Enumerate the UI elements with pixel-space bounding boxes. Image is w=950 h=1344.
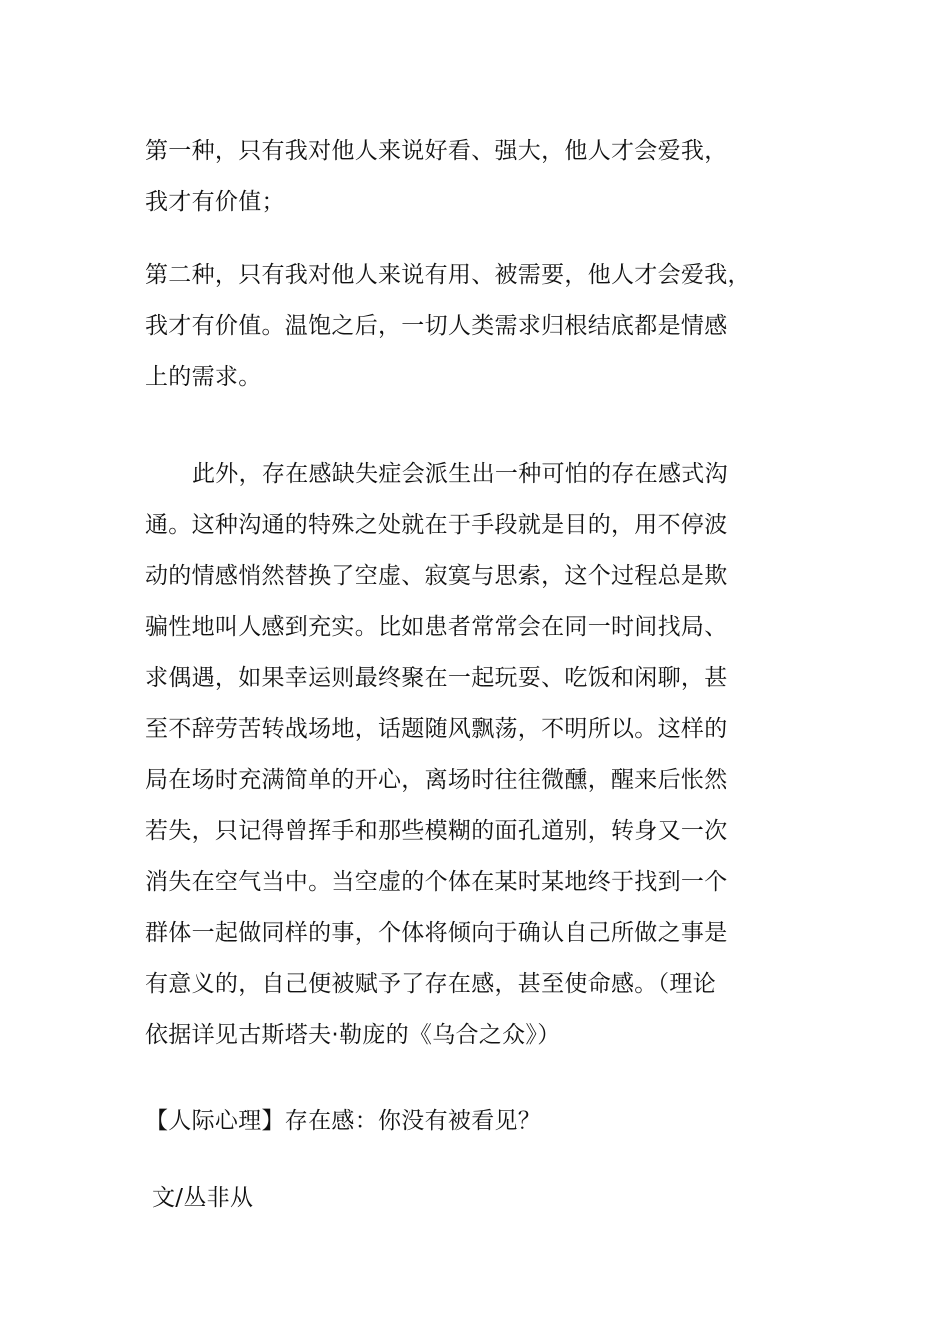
text-line: 消失在空气当中。当空虚的个体在某时某地终于找到一个: [145, 869, 728, 895]
text-line: 群体一起做同样的事，个体将倾向于确认自己所做之事是: [145, 920, 728, 946]
text-line: 我才有价值；: [145, 189, 285, 215]
paragraph-second-type: [145, 250, 795, 403]
text-line: 求偶遇，如果幸运则最终聚在一起玩耍、吃饭和闲聊，甚: [145, 665, 728, 691]
text-line: 若失，只记得曾挥手和那些模糊的面孔道别，转身又一次: [145, 818, 728, 844]
text-line: 有意义的，自己便被赋予了存在感，甚至使命感。（理论: [145, 971, 716, 997]
article-heading: 【人际心理】存在感：你没有被看见？: [145, 1108, 542, 1134]
text-line: 骗性地叫人感到充实。比如患者常常会在同一时间找局、: [145, 614, 728, 640]
text-line: 局在场时充满简单的开心，离场时往往微醺，醒来后怅然: [145, 767, 728, 793]
article-author: 文/丛非从: [152, 1185, 254, 1211]
text-line: 我才有价值。温饱之后，一切人类需求归根结底都是情感: [145, 313, 728, 339]
text-line: 至不辞劳苦转战场地，话题随风飘荡，不明所以。这样的: [145, 716, 728, 742]
text-line: 依据详见古斯塔夫·勒庞的《乌合之众》）: [145, 1022, 561, 1048]
paragraph-presence-communication: [145, 449, 795, 1061]
text-line: 上的需求。: [145, 364, 262, 390]
text-line: 动的情感悄然替换了空虚、寂寞与思索，这个过程总是欺: [145, 563, 728, 589]
text-line: 第一种，只有我对他人来说好看、强大，他人才会爱我，: [145, 138, 728, 164]
paragraph-first-type: [145, 126, 795, 228]
text-line: 通。这种沟通的特殊之处就在于手段就是目的，用不停波: [145, 512, 728, 538]
text-line: 第二种，只有我对他人来说有用、被需要，他人才会爱我，: [145, 262, 751, 288]
text-line: 此外，存在感缺失症会派生出一种可怕的存在感式沟: [192, 461, 728, 487]
